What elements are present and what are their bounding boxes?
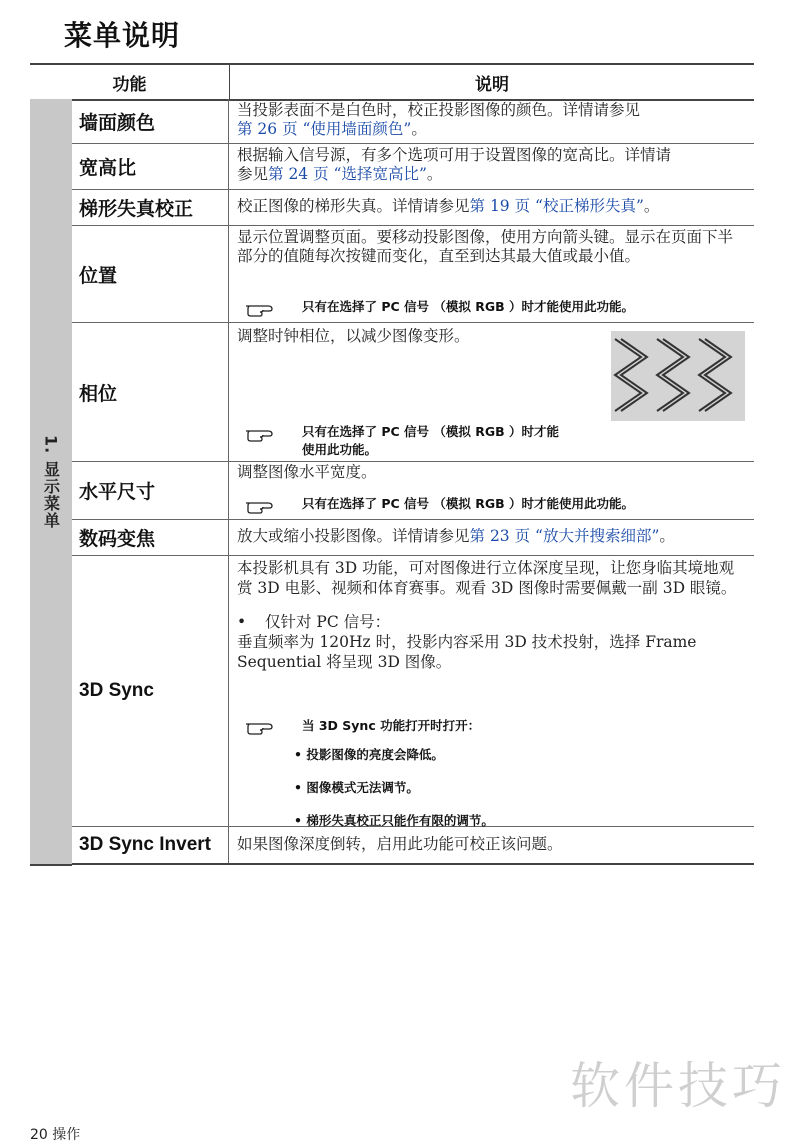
table-row-keystone <box>72 190 754 226</box>
page-link[interactable]: 第 23 页 “放大并搜索细部” <box>469 527 660 545</box>
watermark: 软件技巧 <box>570 1057 786 1115</box>
function-name: 位置 <box>72 226 229 322</box>
table-row-horizontal-size <box>72 462 754 520</box>
table-row-3d-sync <box>72 556 754 827</box>
function-description <box>237 197 748 216</box>
pointing-hand-icon <box>244 497 280 515</box>
table-row-3d-sync-invert <box>72 827 754 865</box>
chevron-pattern-image <box>611 331 745 421</box>
function-name: 水平尺寸 <box>72 462 229 519</box>
description-text: 。 <box>411 120 427 138</box>
table-row-phase <box>72 323 754 462</box>
description-text: 校正图像的梯形失真。详情请参见 <box>237 197 470 215</box>
page-link[interactable]: 第 24 页 “选择宽高比” <box>268 165 427 183</box>
description-text: 垂直频率为 120Hz 时，投影内容采用 3D 技术投射，选择 Frame Sequential 将呈现 3D 图像。 <box>237 633 697 671</box>
function-description: 如果图像深度倒转，启用此功能可校正该问题。 <box>237 835 563 853</box>
function-name: 数码变焦 <box>72 520 229 555</box>
function-name: 3D Sync Invert <box>72 827 229 863</box>
table-row-digital-zoom <box>72 520 754 556</box>
note-list-item: • 梯形失真校正只能作有限的调节。 <box>294 813 494 828</box>
description-text: 。 <box>643 197 660 215</box>
table-row-position <box>72 226 754 323</box>
note <box>244 716 494 830</box>
note <box>244 298 634 316</box>
page-link[interactable]: 第 26 页 “使用墙面颜色” <box>237 120 412 138</box>
column-header-function: 功能 <box>30 63 230 101</box>
description-text: 放大或缩小投影图像。详情请参见 <box>237 527 470 545</box>
table-row-wall-color <box>72 99 754 144</box>
bullet-mark: • <box>237 613 247 631</box>
description-text: 根据输入信号源，有多个选项可用于设置图像的宽高比。详情请 <box>237 146 672 164</box>
bullet-item <box>237 612 748 632</box>
function-name: 相位 <box>72 323 229 461</box>
description-text: 本投影机具有 3D 功能，可对图像进行立体深度呈现，让您身临其境地观赏 3D 电影、视频和体育赛事。观看 3D 图像时需要佩戴一副 3D 眼镜。 <box>237 559 737 597</box>
note <box>244 423 559 459</box>
note-list-item: • 投影图像的亮度会降低。 <box>294 747 444 762</box>
function-description: 调整时钟相位，以减少图像变形。 <box>237 327 470 345</box>
note-text: 使用此功能。 <box>302 442 378 457</box>
table-row-aspect-ratio <box>72 144 754 190</box>
page-footer: 20 操作 <box>30 1127 81 1143</box>
section-label: 1. 显示菜单 <box>41 434 61 529</box>
description-text: 参见 <box>237 165 269 183</box>
function-description <box>237 99 748 139</box>
function-description <box>237 527 748 546</box>
note-text: 当 3D Sync 功能打开时打开： <box>302 718 481 733</box>
pointing-hand-icon <box>244 300 280 318</box>
function-name: 宽高比 <box>72 144 229 189</box>
description-text: 仅针对 PC 信号： <box>265 613 391 631</box>
function-description: 调整图像水平宽度。 <box>237 463 377 481</box>
note-text: 只有在选择了 PC 信号 （模拟 RGB ）时才能 <box>302 424 560 439</box>
section-sidebar <box>30 99 72 866</box>
description-text: 。 <box>426 165 443 183</box>
function-description: 显示位置调整页面。要移动投影图像，使用方向箭头键。显示在页面下半部分的值随每次按键而变化，直至到达其最大值或最小值。 <box>237 228 734 265</box>
function-description <box>237 558 748 672</box>
function-name: 梯形失真校正 <box>72 190 229 225</box>
note-text: 只有在选择了 PC 信号 （模拟 RGB ）时才能使用此功能。 <box>302 496 635 511</box>
note-list-item: • 图像模式无法调节。 <box>294 780 419 795</box>
note <box>244 495 634 513</box>
function-name: 墙面颜色 <box>72 99 229 143</box>
pointing-hand-icon <box>244 425 280 443</box>
description-text: 。 <box>659 527 675 545</box>
function-description <box>237 144 748 184</box>
page-link[interactable]: 第 19 页 “校正梯形失真” <box>469 197 644 215</box>
column-header-description: 说明 <box>230 63 754 101</box>
function-name: 3D Sync <box>72 556 229 826</box>
note-text: 只有在选择了 PC 信号 （模拟 RGB ）时才能使用此功能。 <box>302 299 635 314</box>
pointing-hand-icon <box>244 718 280 736</box>
description-text: 当投影表面不是白色时，校正投影图像的颜色。详情请参见 <box>237 101 641 119</box>
page-title: 菜单说明 <box>64 19 181 52</box>
